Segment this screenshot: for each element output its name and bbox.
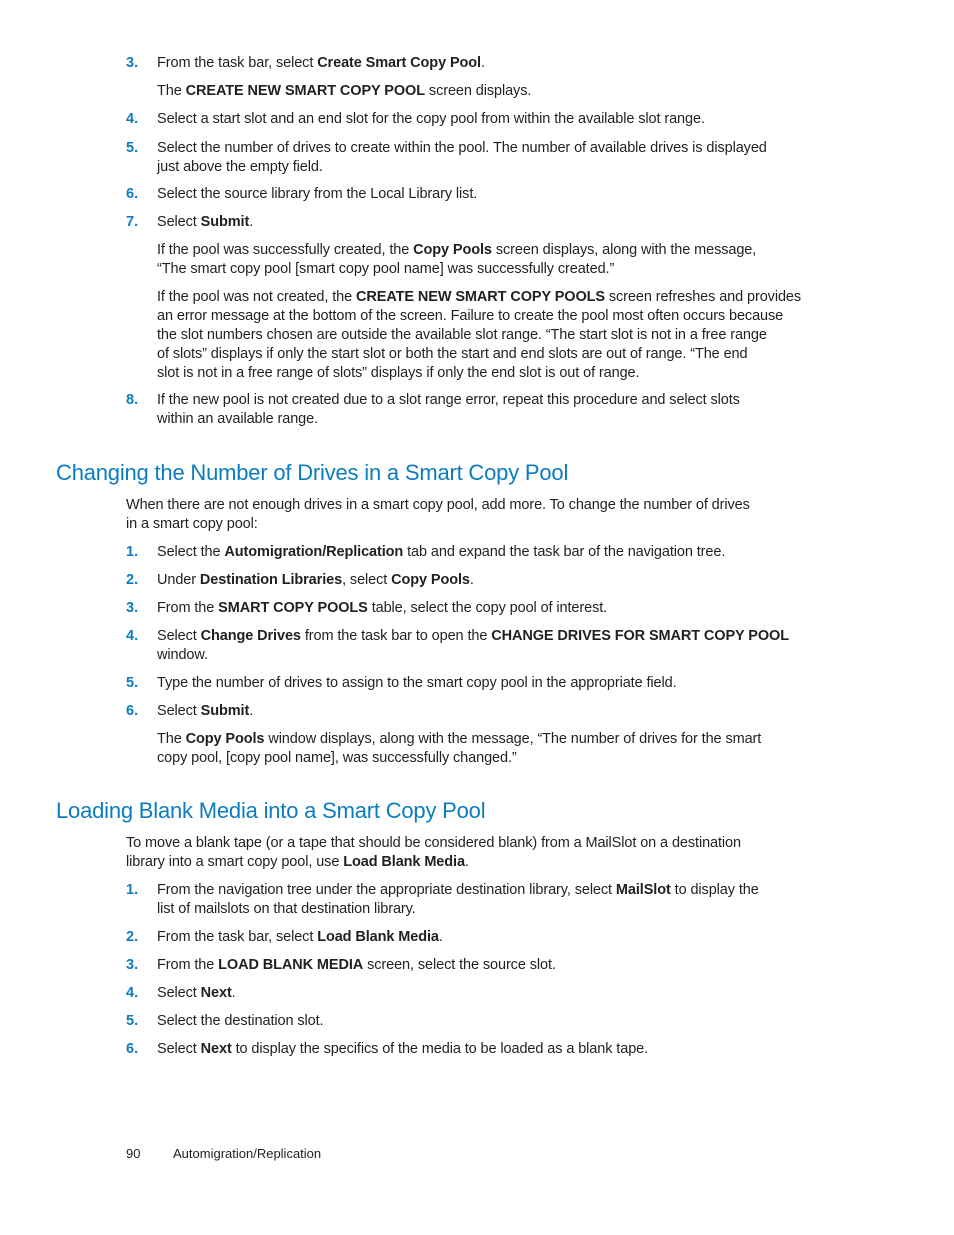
step-text: Select Change Drives from the task bar to open the CHANGE DRIVES FOR SMART COPY POOL window.	[157, 628, 789, 663]
step-text: Select a start slot and an end slot for the copy pool from within the available slot range.	[157, 111, 705, 127]
step-number: 3.	[126, 600, 139, 616]
step-text: From the SMART COPY POOLS table, select the copy pool of interest.	[157, 600, 608, 616]
footer-section-name: Automigration/Replication	[173, 1146, 322, 1161]
step-number: 5.	[126, 675, 139, 691]
step-text: Select Submit.	[157, 214, 254, 230]
step-text: Select the destination slot.	[157, 1013, 324, 1029]
step-number: 7.	[126, 214, 139, 230]
step-text: Select the source library from the Local Library list.	[157, 186, 478, 202]
step-text: Select Next.	[157, 985, 236, 1001]
intro-text: To move a blank tape (or a tape that should be considered blank) from a MailSlot on a destination library into a smart copy pool, use Load Blank Media.	[126, 835, 741, 870]
result-text: If the pool was not created, the CREATE NEW SMART COPY POOLS screen refreshes and provides an error message at the bottom of the screen. Failure to create the pool most often occurs because the slot numbers chosen are outside the available slot range. “The start slot is not in a free range of slots” displays if only the start slot or both the start and end slots are out of range. “The end slot is not in a free range of slots” displays if only the end slot is out of range.	[157, 289, 802, 381]
section-heading: Loading Blank Media into a Smart Copy Pool	[56, 798, 486, 823]
step-number: 4.	[126, 985, 139, 1001]
step-number: 6.	[126, 703, 139, 719]
intro-text: When there are not enough drives in a smart copy pool, add more. To change the number of drives in a smart copy pool:	[126, 497, 750, 532]
result-text: The CREATE NEW SMART COPY POOL screen displays.	[157, 83, 532, 99]
step-text: From the LOAD BLANK MEDIA screen, select the source slot.	[157, 957, 556, 973]
result-text: If the pool was successfully created, the Copy Pools screen displays, along with the message, “The smart copy pool [smart copy pool name] was successfully created.”	[157, 242, 757, 277]
step-number: 4.	[126, 111, 139, 127]
step-number: 6.	[126, 1041, 139, 1057]
result-text: The Copy Pools window displays, along with the message, “The number of drives for the smart copy pool, [copy pool name], was successfully changed.”	[157, 731, 762, 766]
section-heading: Changing the Number of Drives in a Smart Copy Pool	[56, 460, 569, 485]
step-number: 2.	[126, 929, 139, 945]
step-number: 2.	[126, 572, 139, 588]
step-text: Select Submit.	[157, 703, 254, 719]
step-text: From the navigation tree under the appropriate destination library, select MailSlot to display the list of mailslots on that destination library.	[157, 882, 759, 917]
step-text: From the task bar, select Create Smart Copy Pool.	[157, 55, 485, 71]
step-number: 5.	[126, 1013, 139, 1029]
step-text: Under Destination Libraries, select Copy Pools.	[157, 572, 474, 588]
step-number: 5.	[126, 140, 139, 156]
step-number: 8.	[126, 392, 139, 408]
step-number: 1.	[126, 882, 139, 898]
step-number: 3.	[126, 957, 139, 973]
step-text: Select Next to display the specifics of the media to be loaded as a blank tape.	[157, 1041, 649, 1057]
step-number: 1.	[126, 544, 139, 560]
step-text: Select the Automigration/Replication tab and expand the task bar of the navigation tree.	[157, 544, 726, 560]
step-number: 4.	[126, 628, 139, 644]
step-text: Type the number of drives to assign to the smart copy pool in the appropriate field.	[157, 675, 677, 691]
page-number: 90	[126, 1146, 141, 1161]
step-text: From the task bar, select Load Blank Media.	[157, 929, 443, 945]
step-text: If the new pool is not created due to a slot range error, repeat this procedure and select slots within an available range.	[157, 392, 740, 427]
step-number: 6.	[126, 186, 139, 202]
step-text: Select the number of drives to create within the pool. The number of available drives is displayed just above the empty field.	[157, 140, 767, 175]
step-number: 3.	[126, 55, 139, 71]
